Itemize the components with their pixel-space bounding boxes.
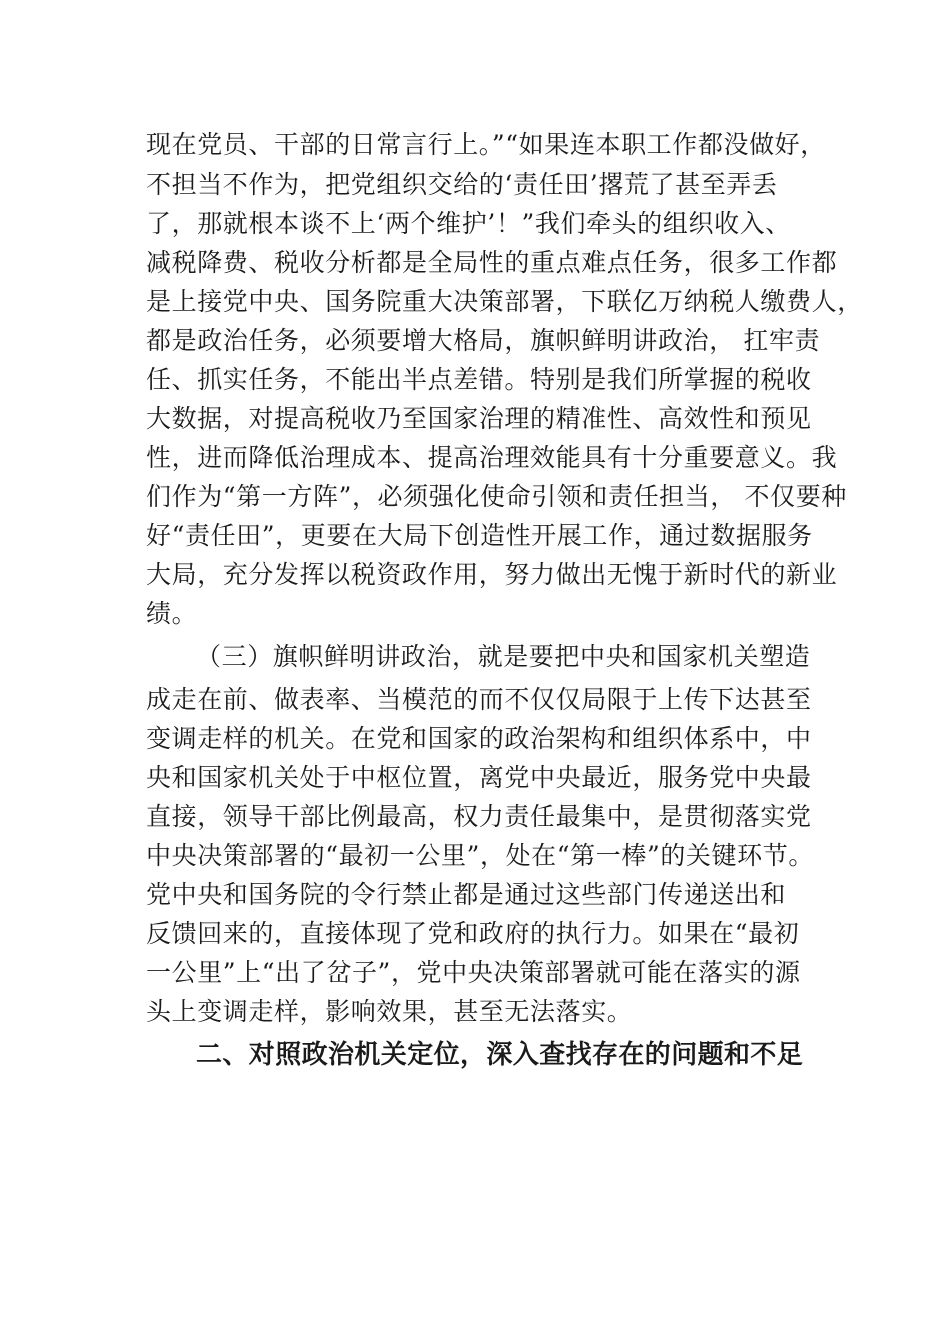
- text-line: 成走在前、做表率、当模范的而不仅仅局限于上传下达甚至: [146, 685, 812, 714]
- section-heading: 二、对照政治机关定位，深入查找存在的问题和不足: [196, 1040, 804, 1070]
- text-line: 绩。: [146, 599, 198, 628]
- text-line: 们作为“第一方阵”，必须强化使命引领和责任担当， 不仅要种: [146, 482, 847, 511]
- text-line: 反馈回来的，直接体现了党和政府的执行力。如果在“最初: [146, 919, 800, 948]
- text-line: 央和国家机关处于中枢位置，离党中央最近，服务党中央最: [146, 763, 812, 792]
- text-line: 头上变调走样，影响效果，甚至无法落实。: [146, 997, 633, 1026]
- text-line: 变调走样的机关。在党和国家的政治架构和组织体系中，中: [146, 724, 812, 753]
- text-line: 性，进而降低治理成本、提高治理效能具有十分重要意义。我: [146, 443, 838, 472]
- text-line: 大数据，对提高税收乃至国家治理的精准性、高效性和预见: [146, 404, 812, 433]
- text-line: 现在党员、干部的日常言行上。”“如果连本职工作都没做好，: [146, 130, 826, 159]
- text-line: 一公里”上“出了岔子”，党中央决策部署就可能在落实的源: [146, 958, 801, 987]
- text-line: 好“责任田”，更要在大局下创造性开展工作，通过数据服务: [146, 521, 813, 550]
- text-line: 中央决策部署的“最初一公里”，处在“第一棒”的关键环节。: [146, 841, 814, 870]
- text-line: 不担当不作为，把党组织交给的‘责任田’撂荒了甚至弄丢: [146, 170, 778, 199]
- text-line: （三）旗帜鲜明讲政治，就是要把中央和国家机关塑造: [196, 642, 811, 671]
- text-line: 了，那就根本谈不上‘两个维护’！”我们牵头的组织收入、: [146, 209, 791, 238]
- text-line: 都是政治任务，必须要增大格局，旗帜鲜明讲政治， 扛牢责: [146, 326, 821, 355]
- text-line: 是上接党中央、国务院重大决策部署，下联亿万纳税人缴费人，: [146, 287, 863, 316]
- text-line: 减税降费、税收分析都是全局性的重点难点任务，很多工作都: [146, 248, 838, 277]
- text-line: 任、抓实任务，不能出半点差错。特别是我们所掌握的税收: [146, 365, 812, 394]
- text-line: 直接，领导干部比例最高，权力责任最集中，是贯彻落实党: [146, 802, 812, 831]
- text-line: 大局，充分发挥以税资政作用，努力做出无愧于新时代的新业: [146, 560, 838, 589]
- text-line: 党中央和国务院的令行禁止都是通过这些部门传递送出和: [146, 880, 787, 909]
